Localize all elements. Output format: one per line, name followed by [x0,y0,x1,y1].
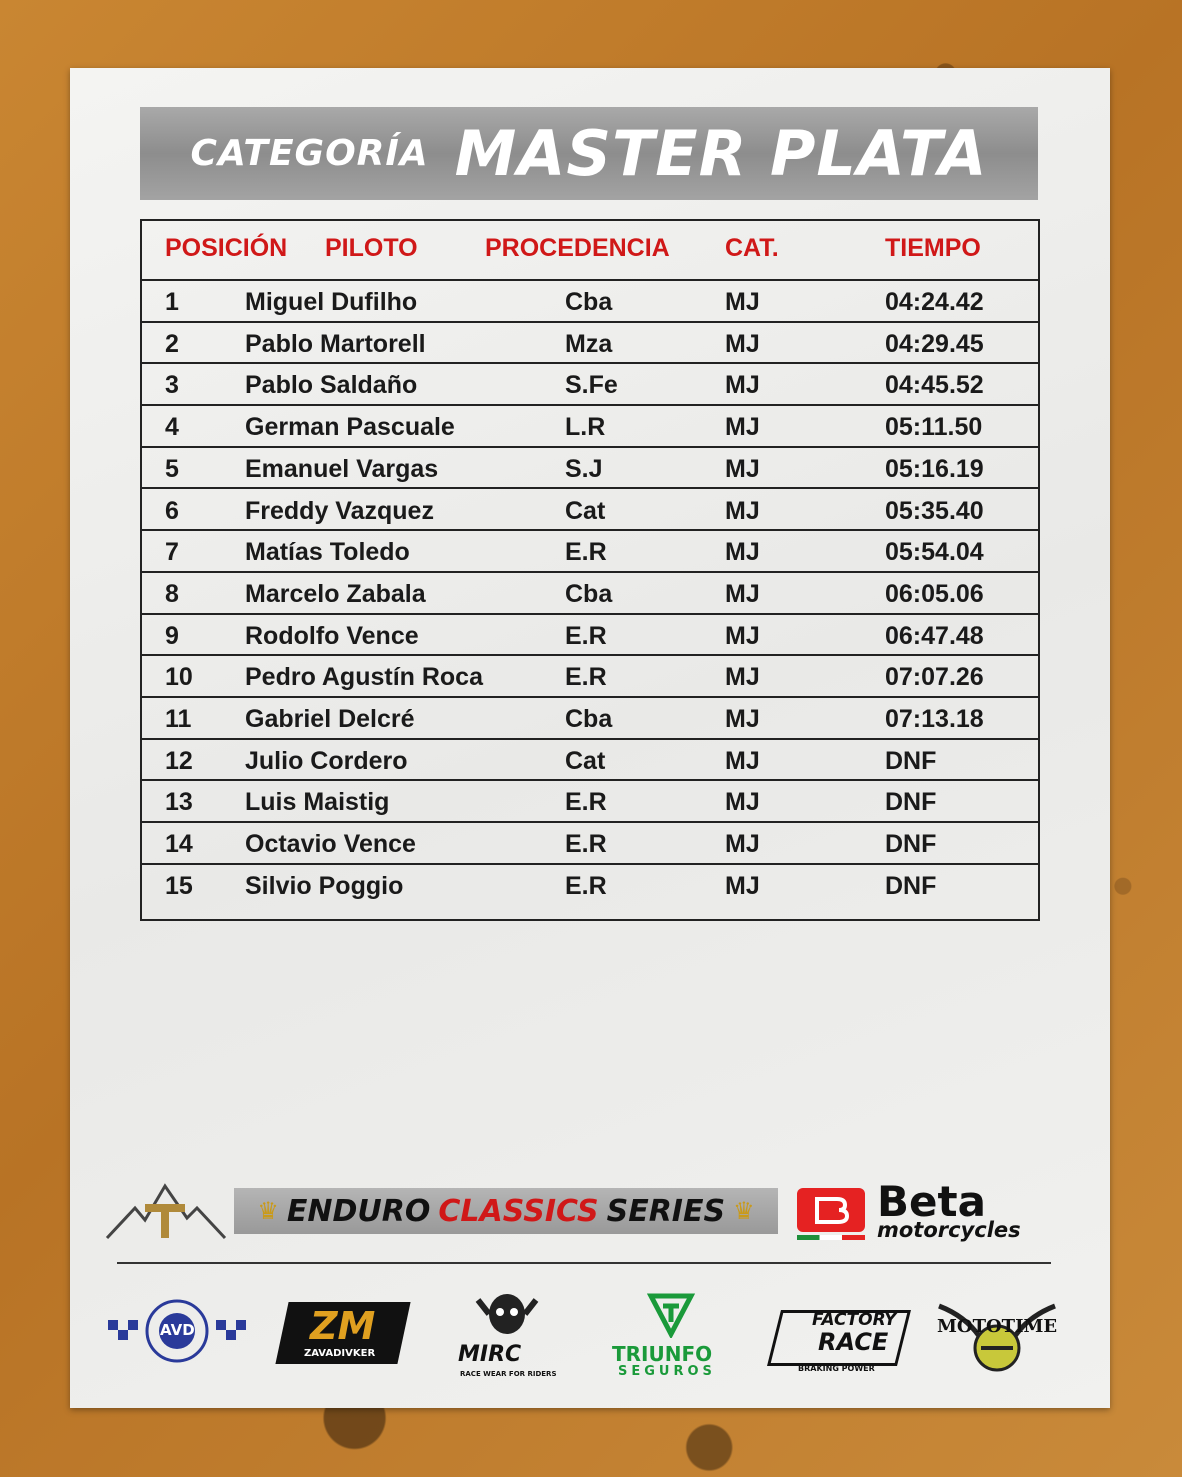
table-row [142,781,1038,823]
cell-pilot: Gabriel Delcré [245,705,415,733]
table-row [142,490,1038,532]
cell-category: MJ [725,413,760,442]
factory-label: FACTORY [812,1310,897,1330]
cell-pilot: Emanuel Vargas [245,454,439,483]
cell-category: MJ [725,538,760,567]
table-row [142,531,1038,573]
mirc-subtitle: RACE WEAR FOR RIDERS [460,1370,557,1378]
cell-pilot: Julio Cordero [245,746,408,775]
beta-motorcycles-logo [797,1177,1057,1243]
cell-position: 6 [165,496,179,525]
cell-position: 12 [165,746,193,775]
crown-icon: ♛ [257,1197,279,1225]
cell-time: 04:24.42 [885,288,984,316]
beta-subtitle: motorcycles [877,1218,1021,1242]
crown-icon: ♛ [733,1197,755,1225]
cell-position: 5 [165,454,179,483]
cell-pilot: Miguel Dufilho [245,288,418,316]
cell-time: DNF [885,788,937,817]
mountain-logo-icon [105,1178,227,1242]
cell-position: 13 [165,788,193,817]
cell-time: 07:07.26 [885,663,984,692]
cell-category: MJ [725,288,760,316]
cell-origin: E.R [565,538,607,567]
cell-pilot: Pablo Martorell [245,329,426,358]
cell-origin: E.R [565,830,607,859]
table-row [142,656,1038,698]
triunfo-label: TRIUNFO [612,1342,713,1366]
cell-position: 1 [165,288,179,316]
cell-origin: Cba [565,579,613,608]
cell-origin: E.R [565,621,607,650]
footer-divider [117,1262,1051,1264]
cell-time: DNF [885,746,937,775]
column-header-position: POSICIÓN [165,234,288,262]
sponsor-mototime [935,1290,1059,1380]
cell-pilot: Luis Maistig [245,788,390,817]
cell-origin: E.R [565,663,607,692]
mirc-label: MIRC [458,1342,522,1367]
cell-position: 10 [165,663,193,692]
column-header-pilot: PILOTO [325,234,418,262]
sponsor-avd [108,1290,246,1380]
cell-origin: S.Fe [565,371,618,400]
table-row [142,865,1038,907]
cell-time: 05:11.50 [885,413,983,442]
cell-origin: Cba [565,288,613,316]
cell-origin: Cat [565,496,606,525]
cell-category: MJ [725,496,760,525]
category-title-bar [140,107,1038,200]
cell-position: 4 [165,413,179,442]
cell-pilot: Freddy Vazquez [245,496,434,525]
cell-pilot: Marcelo Zabala [245,579,426,608]
cell-origin: L.R [565,413,606,442]
table-row [142,740,1038,782]
cell-origin: Cba [565,705,613,733]
cell-category: MJ [725,371,760,400]
cell-category: MJ [725,871,760,900]
table-row [142,323,1038,365]
column-header-category: CAT. [725,234,779,262]
table-row [142,281,1038,323]
cell-category: MJ [725,705,760,733]
results-table [140,219,1040,921]
series-word-series: SERIES [606,1193,726,1229]
table-row [142,823,1038,865]
column-header-origin: PROCEDENCIA [485,234,670,262]
cell-category: MJ [725,830,760,859]
sponsor-triunfo [610,1290,732,1380]
series-word-enduro: ENDURO [286,1193,431,1229]
factory-subtitle: BRAKING POWER [798,1364,875,1373]
table-header [142,221,1038,281]
cell-position: 15 [165,871,193,900]
cell-pilot: Octavio Vence [245,830,416,859]
cell-position: 14 [165,830,193,859]
cell-time: 04:29.45 [885,329,984,358]
zm-subtitle: ZAVADIVKER [304,1348,376,1359]
triunfo-shield-icon [647,1292,695,1338]
helmet-wings-icon [935,1296,1059,1382]
cell-category: MJ [725,454,760,483]
italian-flag-stripe [797,1235,865,1240]
cell-category: MJ [725,663,760,692]
cell-category: MJ [725,746,760,775]
cell-time: 04:45.52 [885,371,984,400]
cell-origin: E.R [565,871,607,900]
cell-position: 9 [165,621,179,650]
table-row [142,406,1038,448]
cell-origin: Mza [565,329,613,358]
table-row [142,698,1038,740]
series-word-classics: CLASSICS [438,1193,599,1229]
column-header-time: TIEMPO [885,234,981,262]
cell-time: 06:05.06 [885,579,984,608]
table-row [142,615,1038,657]
avd-label: AVD [160,1321,195,1339]
sponsor-mirc [452,1290,562,1380]
sponsor-zavadivker [282,1290,404,1380]
cell-time: 06:47.48 [885,621,984,650]
cell-position: 11 [165,705,192,733]
cell-pilot: Pablo Saldaño [245,371,418,400]
enduro-classics-series-banner [234,1188,778,1234]
triunfo-subtitle: SEGUROS [618,1364,716,1379]
table-row [142,364,1038,406]
cell-category: MJ [725,329,760,358]
mototime-label: MOTOTIME [937,1316,1058,1337]
cell-category: MJ [725,579,760,608]
cell-position: 2 [165,329,179,358]
cell-pilot: German Pascuale [245,413,455,442]
cell-position: 8 [165,579,179,608]
race-label: RACE [818,1328,889,1356]
zm-label: ZM [310,1304,376,1348]
cell-position: 3 [165,371,179,400]
cell-time: 05:16.19 [885,454,984,483]
cell-origin: Cat [565,746,606,775]
cell-time: 05:54.04 [885,538,984,567]
cell-time: 05:35.40 [885,496,984,525]
cell-time: 07:13.18 [885,705,984,733]
cell-origin: S.J [565,454,603,483]
cell-position: 7 [165,538,179,567]
sponsor-factory-race [768,1290,902,1380]
skull-icon [472,1290,542,1338]
cell-origin: E.R [565,788,607,817]
category-name: MASTER PLATA [454,117,988,190]
beta-wordmark: Beta [877,1177,986,1226]
cell-pilot: Pedro Agustín Roca [245,663,483,692]
cell-pilot: Silvio Poggio [245,871,404,900]
cell-pilot: Rodolfo Vence [245,621,419,650]
cell-time: DNF [885,830,937,859]
table-row [142,573,1038,615]
cell-category: MJ [725,788,760,817]
cell-pilot: Matías Toledo [245,538,410,567]
cell-time: DNF [885,871,937,900]
table-row [142,448,1038,490]
category-label: CATEGORÍA [190,133,429,174]
beta-badge-icon [797,1188,865,1232]
cell-category: MJ [725,621,760,650]
